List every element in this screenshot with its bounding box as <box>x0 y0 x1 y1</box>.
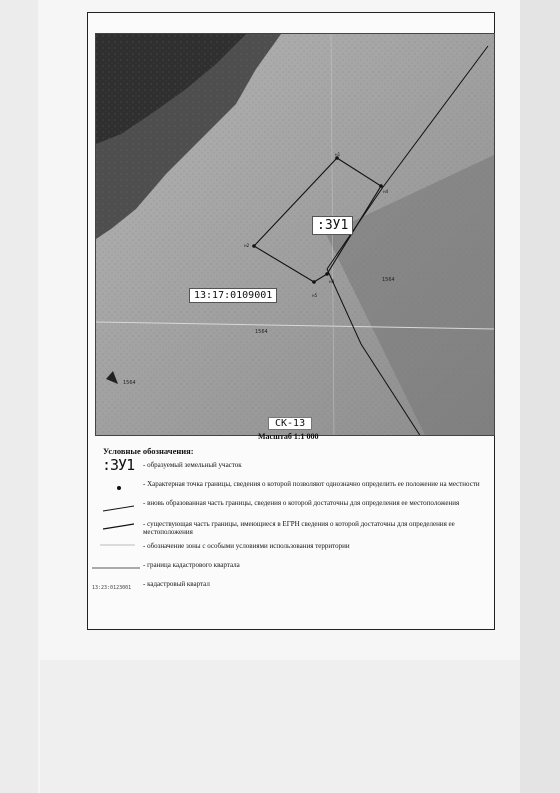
scan-edge <box>520 0 560 793</box>
legend-title: Условные обозначения: <box>103 446 194 456</box>
boundary-point <box>379 184 383 188</box>
area-label: 1564 <box>255 329 268 335</box>
legend-quarter-line-icon <box>92 564 142 570</box>
parcel-label[interactable]: :ЗУ1 <box>312 216 353 235</box>
boundary-point <box>312 280 316 284</box>
terrain-noise <box>96 34 495 436</box>
point-label: н3 <box>329 279 335 284</box>
legend-quarter-symbol: 13:23:0123001 <box>92 585 132 591</box>
legend-point-icon <box>117 486 121 490</box>
legend-item-zone: - обозначение зоны с особыми условиями использования территории <box>143 542 350 550</box>
point-label: н5 <box>312 293 318 298</box>
legend-item-new-boundary: - вновь образованная часть границы, сведения о которой достаточны для определения ее местоположения <box>143 499 460 507</box>
legend-item-point: - Характерная точка границы, сведения о которой позволяют однозначно определить ее положение на местности <box>143 480 480 488</box>
boundary-point <box>325 272 329 276</box>
legend-item-quarter-boundary: - граница кадастрового квартала <box>143 561 240 569</box>
legend-zone-line-icon <box>100 542 136 548</box>
point-label: н1 <box>335 152 341 157</box>
area-label: 1564 <box>123 380 136 386</box>
legend-item-parcel: - образуемый земельный участок <box>143 461 242 469</box>
legend-item-quarter: - кадастровый квартал <box>143 580 210 588</box>
point-label: н4 <box>383 189 389 194</box>
map-canvas <box>96 34 495 436</box>
legend-item-existing-boundary: - существующая часть границы, имеющиеся в ЕГРН сведения о которой достаточны для определения ее местоположения <box>143 520 455 536</box>
legend-existing-line-icon <box>102 521 136 531</box>
boundary-point <box>252 244 256 248</box>
legend-parcel-symbol: :ЗУ1 <box>102 456 135 474</box>
area-label: 1564 <box>382 277 395 283</box>
point-label: н2 <box>244 243 250 248</box>
sheet-label: СК-13 <box>268 417 312 430</box>
scale-label: Масштаб 1:1 000 <box>258 432 319 441</box>
cadastral-quarter-label[interactable]: 13:17:0109001 <box>189 288 277 303</box>
legend-new-line-icon <box>102 503 136 513</box>
blank-lower-area <box>40 660 520 793</box>
map-frame <box>95 33 495 436</box>
